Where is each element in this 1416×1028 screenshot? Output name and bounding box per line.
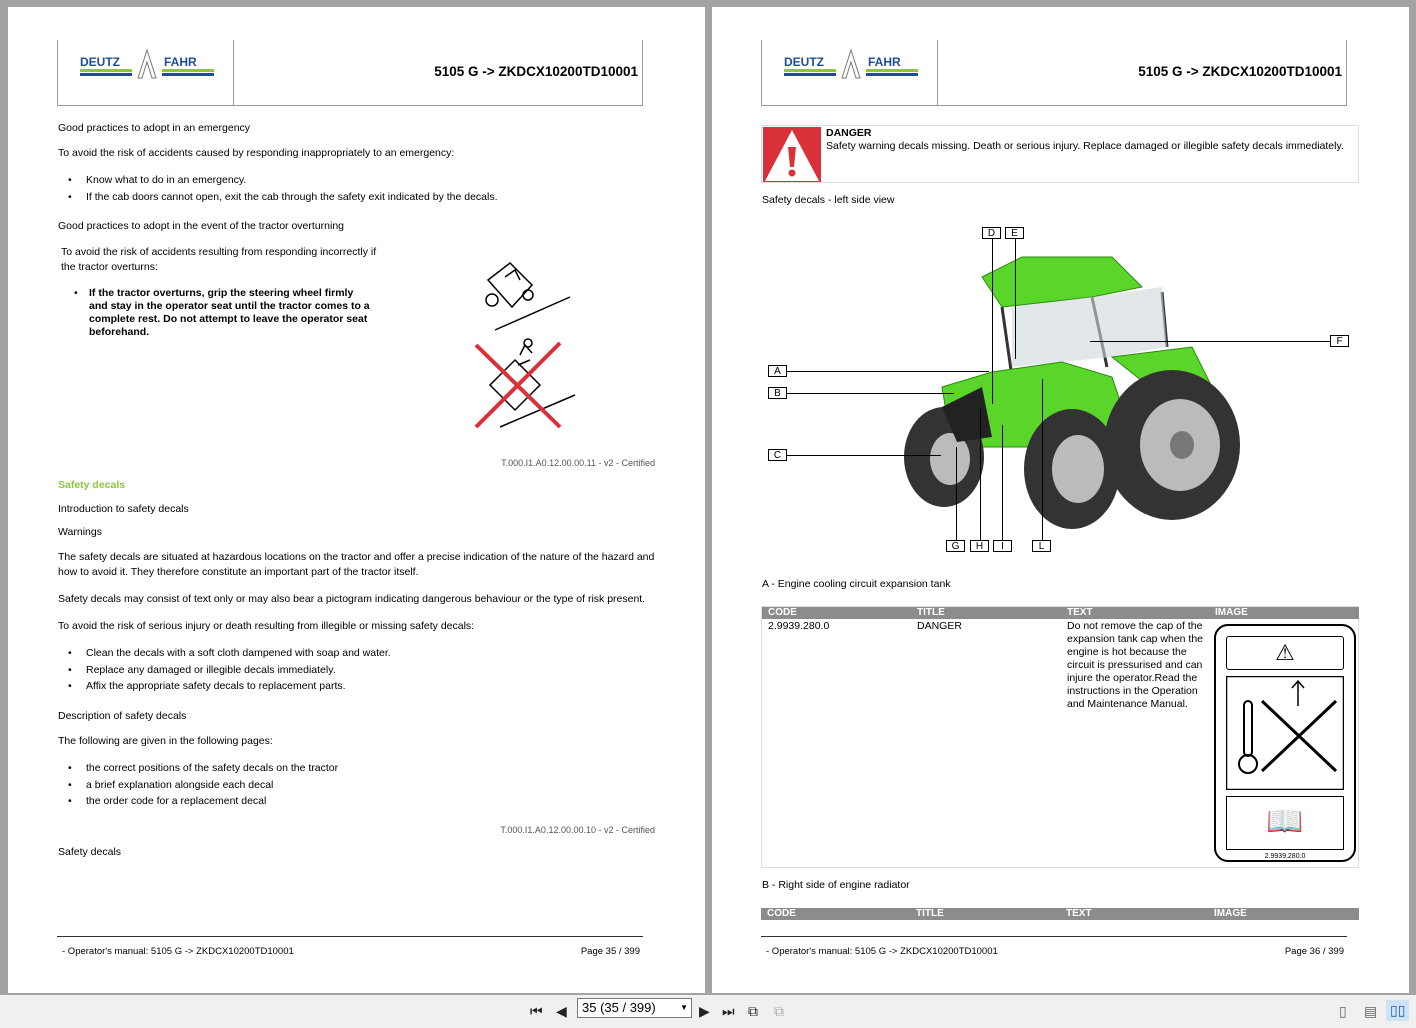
label-b: B: [768, 387, 787, 399]
table-header: CODE TITLE TEXT IMAGE: [762, 607, 1359, 619]
label-a: A: [768, 365, 787, 377]
deutz-fahr-logo: [782, 48, 922, 82]
danger-title: DANGER: [826, 127, 872, 139]
continuous-page-icon[interactable]: ▤: [1364, 1003, 1378, 1019]
chevron-down-icon: ▼: [680, 1003, 688, 1012]
label-i: I: [993, 540, 1012, 552]
paragraph: how to avoid it. They therefore constitute an important part of the tractor itself.: [58, 566, 419, 578]
list-item: • Clean the decals with a soft cloth dampened with soap and water.: [58, 645, 391, 662]
manual-icon: 📖: [1226, 796, 1344, 850]
page-select[interactable]: 35 (35 / 399) ▼: [577, 998, 692, 1018]
single-page-icon[interactable]: ▯: [1339, 1003, 1347, 1019]
paragraph: To avoid the risk of accidents resulting from responding incorrectly if: [61, 246, 377, 258]
cell-title: DANGER: [917, 620, 962, 632]
paragraph: To avoid the risk of serious injury or death resulting from illegible or missing safety decals:: [58, 620, 475, 632]
viewer-toolbar: [0, 995, 1416, 1028]
warning-icon: [763, 127, 821, 182]
caption: B - Right side of engine radiator: [762, 879, 910, 891]
forward-view-icon[interactable]: ⧉: [774, 1003, 784, 1019]
document-title: 5105 G -> ZKDCX10200TD10001: [1138, 64, 1342, 79]
list-item: • the correct positions of the safety decals on the tractor: [58, 760, 338, 777]
paragraph: To avoid the risk of accidents caused by responding inappropriately to an emergency:: [58, 147, 455, 159]
label-c: C: [768, 449, 787, 461]
page-35: DEUTZ FAHR 5105 G -> ZKDCX10200TD10001 Good practices to adopt in an emergency To avoid the risk of accidents caused by responding inappropriately to an emergency: • Know what to do in an emergency. • If the cab doors cannot open, exit the cab through the safety exit indicated by the decals. Good practices to adopt in the event of the tractor overturning To avoid the risk of accidents resulting from responding incorrectly if the tractor overturns: • If the tractor overturns, grip the steering wheel firmly and stay in the operator seat until the tractor comes to a complete rest. Do not attempt to leave the operator seat beforehand. T.000.I1.A0.12.00.00.11 - v2 - Certified Safety decals Introduction to safety decals Warnings The safety decals are situated at hazardous locations on the tractor and offer a precise indication of the nature of the hazard and how to avoid it. They therefore constitute an important part of the tractor itself. Safety decals may consist of text only or may also bear a pictogram indicating dangerous behaviour or the type of risk present. To avoid the risk of serious injury or death resulting from illegible or missing safety decals: • Clean the decals with a soft cloth dampened with soap and water. • Replace any damaged or illegible decals immediately. • Affix the appropriate safety decals to replacement parts. Description of safety decals The following are given in the following pages: • the correct positions of the safety decals on the tractor • a brief explanation alongside each decal • the order code for a replacement decal T.000.I1.A0.12.00.00.10 - v2 - Certified Safety decals - Operator's manual: 5105 G -> ZKDCX10200TD10001 Page 35 / 399: [8, 7, 705, 993]
table-header: CODE TITLE TEXT IMAGE: [761, 908, 1359, 920]
overturn-instruction: If the tractor overturns, grip the steering wheel firmly and stay in the operator seat until the tractor comes to a complete rest. Do not attempt to leave the operator seat beforehand.: [89, 287, 370, 338]
reference-code: T.000.I1.A0.12.00.00.11 - v2 - Certified: [501, 458, 655, 468]
svg-text:DEUTZ: DEUTZ: [80, 55, 120, 69]
caption: A - Engine cooling circuit expansion tank: [762, 578, 951, 590]
facing-pages-icon[interactable]: ▯▯: [1386, 1000, 1409, 1021]
page-header: [761, 40, 1347, 106]
subheading: Warnings: [58, 526, 102, 538]
cell-text: Do not remove the cap of the expansion tank cap when the engine is hot because the circuit is pressurised and can injure the operator.Read the instructions in the Operation and Maintenance Manual.: [1067, 620, 1204, 710]
svg-text:DEUTZ: DEUTZ: [784, 55, 824, 69]
label-g: G: [946, 540, 965, 552]
last-page-button[interactable]: ⏭: [722, 1003, 735, 1019]
svg-text:FAHR: FAHR: [164, 55, 197, 69]
subheading: Description of safety decals: [58, 710, 187, 722]
pages-content-list: [58, 760, 338, 810]
cell-code: 2.9939.280.0: [768, 620, 830, 632]
list-item: • the order code for a replacement decal: [58, 793, 338, 810]
page-footer: [761, 936, 1347, 957]
label-e: E: [1005, 227, 1024, 239]
footer-page-number: Page 36 / 399: [1284, 946, 1344, 957]
paragraph: the tractor overturns:: [61, 261, 158, 273]
decal-image: ⚠ 📖 2.9939.280.0: [1214, 624, 1356, 862]
label-f: F: [1330, 335, 1349, 347]
emergency-list: [58, 172, 498, 205]
tractor-illustration: [862, 237, 1252, 537]
paragraph: Safety decals may consist of text only or may also bear a pictogram indicating dangerous behaviour or the type of risk present.: [58, 593, 646, 605]
paragraph: The safety decals are situated at hazardous locations on the tractor and offer a precise indication of the nature of the hazard and: [58, 551, 655, 563]
previous-page-button[interactable]: ◀: [556, 1003, 567, 1019]
list-item: • If the cab doors cannot open, exit the cab through the safety exit indicated by the decals.: [58, 189, 498, 206]
subheading: Introduction to safety decals: [58, 503, 189, 515]
decal-care-list: [58, 645, 391, 695]
label-h: H: [970, 540, 989, 552]
page-footer: [57, 936, 643, 957]
subheading: Safety decals: [58, 846, 122, 858]
list-item: • Know what to do in an emergency.: [58, 172, 498, 189]
reference-code: T.000.I1.A0.12.00.00.10 - v2 - Certified: [500, 825, 655, 835]
footer-manual: - Operator's manual: 5105 G -> ZKDCX10200TD10001: [766, 946, 998, 957]
next-page-button[interactable]: ▶: [699, 1003, 710, 1019]
label-d: D: [982, 227, 1001, 239]
danger-notice: [761, 125, 1359, 183]
back-view-icon[interactable]: ⧉: [748, 1003, 758, 1019]
heading: Good practices to adopt in an emergency: [58, 122, 251, 134]
decal-table-a: [761, 606, 1359, 868]
deutz-fahr-logo: [78, 48, 218, 82]
paragraph: The following are given in the following pages:: [58, 735, 273, 747]
list-item: • a brief explanation alongside each decal: [58, 777, 338, 794]
svg-text:FAHR: FAHR: [868, 55, 901, 69]
heading: Good practices to adopt in the event of the tractor overturning: [58, 220, 345, 232]
list-item: • Replace any damaged or illegible decals immediately.: [58, 662, 391, 679]
page-header: [57, 40, 643, 106]
hot-cap-icon: [1226, 676, 1344, 790]
section-title: Safety decals: [58, 479, 126, 491]
first-page-button[interactable]: ⏮: [530, 1003, 543, 1019]
footer-page-number: Page 35 / 399: [580, 946, 640, 957]
overturn-pictogram: [470, 255, 580, 430]
list-item: • Affix the appropriate safety decals to replacement parts.: [58, 678, 391, 695]
danger-text: Safety warning decals missing. Death or serious injury. Replace damaged or illegible safety decals immediately.: [826, 140, 1344, 152]
footer-manual: - Operator's manual: 5105 G -> ZKDCX10200TD10001: [62, 946, 294, 957]
label-l: L: [1032, 540, 1051, 552]
figure-title: Safety decals - left side view: [762, 194, 895, 206]
decal-code: 2.9939.280.0: [1264, 853, 1306, 860]
page-36: [712, 7, 1409, 993]
document-title: 5105 G -> ZKDCX10200TD10001: [434, 64, 638, 79]
